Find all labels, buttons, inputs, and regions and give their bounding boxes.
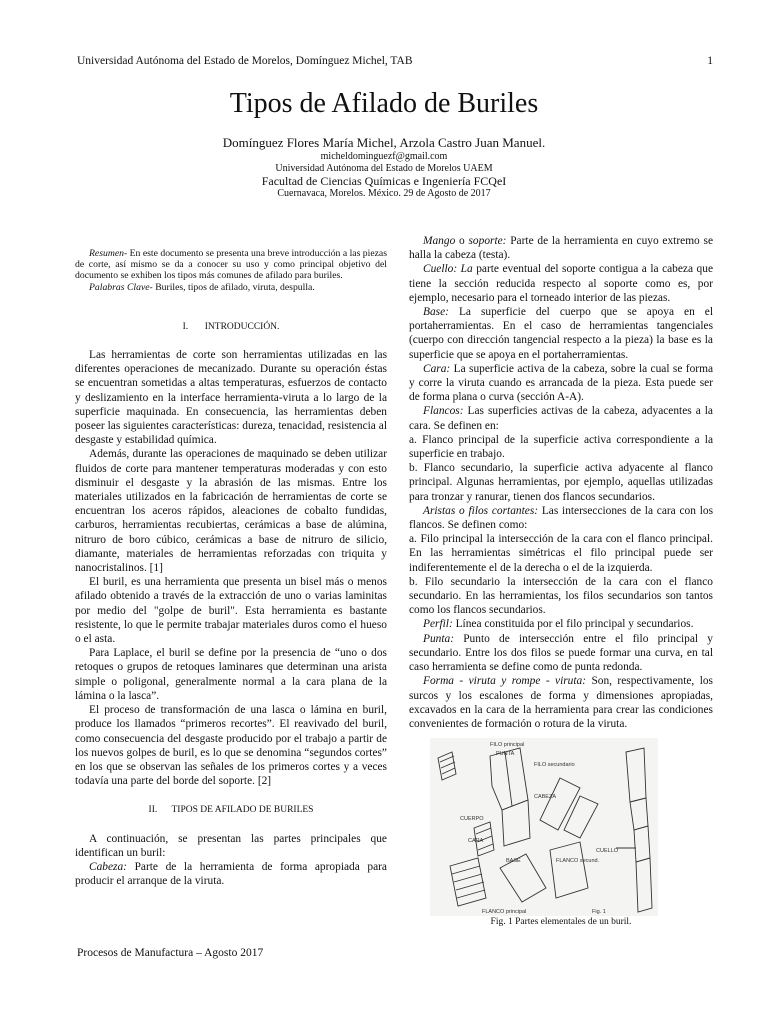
running-header	[77, 55, 713, 67]
cuello-label: Cuello:	[423, 263, 458, 276]
section-heading-types: II. TIPOS DE AFILADO DE BURILES	[148, 805, 314, 816]
label-cabeza: CABEZA	[534, 794, 557, 800]
label-base: BASE	[506, 858, 521, 864]
filo-a: a. Filo principal la intersección de la cara con el flanco principal. En las herramientas simétricas el filo principal puede ser indiferentemente el de la derecha o el de la izquierda.	[409, 533, 713, 574]
buril-diagram	[430, 738, 658, 916]
intro-paragraph-2: Además, durante las operaciones de maquinado se deben utilizar fluidos de corte para mantener temperaturas moderadas y con esto disminuir el desgaste y la abrasión de las mismas. Entre los materiales utilizados en la fabricación de herramientas de corte se encuentran los aceros rápidos, aleaciones de cobalto fundidas, carburos, herramientas recubiertas, cerámicas a base de alúmina, nitruro de boro cúbico, cerámicas a base de nitruro de silicio, diamante, materiales de herramientas reforzadas con triquita y nanocristalinos. [1]	[75, 448, 387, 575]
punta-text: Punto de intersección entre el filo principal y secundario. Entre los dos filos se puede formar una curva, en tal caso herramienta se define como de punta redonda.	[409, 632, 713, 674]
label-cuerpo: CUERPO	[460, 816, 484, 822]
cuello-article: La	[457, 263, 473, 276]
keywords-text: Buriles, tipos de afilado, viruta, despulla.	[152, 281, 315, 293]
paper-title: Tipos de Afilado de Buriles	[229, 88, 539, 119]
intro-paragraph-5: El proceso de transformación de una lasca o lámina en buril, produce los llamados “primeros recortes”. El reavivado del buril, como consecuencia del desgaste producido por el trabajo a partir de los nuevos golpes de buril, es lo que se denomina “segundos cortes” en los que se observan las señales de los primeros cortes y a veces todavía una parte del borde del soporte. [2]	[75, 704, 387, 788]
left-column	[75, 248, 387, 888]
filo-b: b. Filo secundario la intersección de la cara con el flanco secundario. En las herramientas, los filos secundarios son tantos como los flancos secundarios.	[409, 575, 713, 617]
cara-text: La superficie activa de la cabeza, sobre la cual se forma y corre la viruta cuando es arrancada de la pieza. Esta puede ser de forma plana o curva (sección A-A).	[409, 362, 713, 404]
affiliation	[0, 151, 768, 200]
flancos-label: Flancos:	[423, 405, 464, 418]
label-filo-principal: FILO principal	[490, 742, 525, 748]
figure-caption: Fig. 1 Partes elementales de un buril.	[490, 917, 632, 927]
authors: Domínguez Flores María Michel, Arzola Castro Juan Manuel.	[222, 135, 546, 150]
intro-paragraph-3: El buril, es una herramienta que presenta un bisel más o menos afilado obtenido a través de la extracción de uno o varias laminitas por medio del "golpe de buril". Esta herramienta es bastante resistente, lo que le permite trabajar materiales duros como el hueso o el asta.	[75, 576, 387, 646]
cara-label: Cara:	[423, 362, 451, 375]
flanco-b: b. Flanco secundario, la superficie activa adyacente al flanco principal. Algunas herramientas, por ejemplo, aquellas utilizadas para tronzar y ranurar, tienen dos flancos secundarios.	[409, 462, 713, 503]
punta-label: Punta:	[423, 632, 455, 645]
keywords-label: Palabras Clave-	[89, 281, 153, 293]
forma-label: Forma - viruta y rompe - viruta:	[423, 675, 587, 688]
email: micheldominguezf@gmail.com	[320, 151, 448, 162]
running-title: Universidad Autónoma del Estado de Morelos, Domínguez Michel, TAB	[77, 55, 413, 67]
cara-definition	[409, 362, 713, 405]
label-cara: CARA	[468, 838, 484, 844]
section-heading-intro: I. INTRODUCCIÓN.	[182, 321, 280, 332]
soporte-label: soporte:	[468, 235, 507, 247]
mango-text: Parte de la herramienta en cuyo extremo se halla la cabeza (testa).	[409, 235, 714, 262]
flancos-definition	[409, 404, 713, 432]
label-cuello: CUELLO	[596, 848, 619, 854]
aristas-text: Las intersecciones de la cara con los flancos. Se definen como:	[409, 504, 713, 532]
aristas-definition	[409, 504, 713, 532]
footer: Procesos de Manufactura – Agosto 2017	[77, 947, 264, 959]
base-definition	[409, 305, 713, 362]
cabeza-text: Parte de la herramienta de forma apropiada para producir el arranque de la viruta.	[75, 860, 387, 888]
page-number: 1	[707, 55, 713, 67]
label-punta: PUNTA	[496, 751, 515, 757]
keywords	[75, 282, 387, 293]
aristas-label: Aristas o filos cortantes:	[423, 504, 539, 517]
label-filo-secundario: FILO secundario	[534, 762, 575, 768]
punta-definition	[409, 632, 713, 675]
cabeza-label: Cabeza:	[89, 860, 127, 873]
abstract-text: En este documento se presenta una breve introducción a las piezas de corte, así mismo se da a conocer su uso y como principal objetivo del documento se exhiben los tipos más comunes de afilado para buriles.	[75, 248, 387, 282]
label-fig-mark: Fig. 1	[592, 909, 606, 915]
intro-paragraph-1: Las herramientas de corte son herramientas utilizadas en las diferentes operaciones de mecanizado. Durante su operación éstas se encuentran sometidas a altas temperaturas, esfuerzos de contacto y deslizamiento en la interface herramienta-viruta a lo largo de la superficie maquinada. En consecuencia, las herramientas deben poseer las siguientes características: dureza, tenacidad, resistencia al desgaste y estabilidad química.	[75, 349, 387, 447]
cuello-text: parte eventual del soporte contigua a la cabeza que tiene la sección reducida respecto al soporte como es, por ejemplo, necesario para el torneado interior de las piezas.	[409, 263, 713, 304]
mango-connector: o	[455, 235, 469, 247]
abstract	[75, 248, 387, 282]
forma-definition	[409, 674, 713, 731]
forma-text: Son, respectivamente, los surcos y los escalones de forma y dimensiones apropiadas, excavados en la cara de la herramienta para crear las condiciones convenientes de formación o rotura de la viruta.	[409, 675, 713, 730]
mango-definition	[409, 234, 713, 262]
flancos-text: Las superficies activas de la cabeza, adyacentes a la cara. Se definen en:	[409, 405, 713, 432]
label-flanco-secund: FLANCO secund.	[556, 858, 600, 864]
right-column	[409, 234, 713, 731]
faculty: Facultad de Ciencias Químicas e Ingeniería FCQeI	[261, 174, 507, 188]
mango-label: Mango	[423, 235, 456, 247]
perfil-label: Perfil:	[423, 618, 453, 631]
types-paragraph-1: A continuación, se presentan las partes principales que identifican un buril:	[75, 832, 387, 859]
base-text: La superficie del cuerpo que se apoya en el portaherramientas. En el caso de herramientas tangenciales (cuerpo con dirección tangencial respecto a la pieza) la base es la superficie que se apoya en el portaherramientas.	[409, 306, 713, 361]
perfil-text: Línea constituida por el filo principal y secundarios.	[452, 618, 694, 631]
cabeza-definition	[75, 860, 387, 888]
label-flanco-principal: FLANCO principal	[482, 909, 527, 915]
abstract-label: Resumen-	[89, 248, 128, 259]
flanco-a: a. Flanco principal de la superficie activa correspondiente a la superficie en trabajo.	[409, 433, 713, 461]
cuello-definition	[409, 262, 713, 305]
university: Universidad Autónoma del Estado de Morelos UAEM	[275, 163, 493, 174]
intro-paragraph-4: Para Laplace, el buril se define por la presencia de “uno o dos retoques o grupos de retoques laminares que determinan una arista simple o poligonal, generalmente normal a la cara plana de la lámina o la lasca”.	[75, 647, 387, 702]
perfil-definition	[409, 617, 713, 631]
place-date: Cuernavaca, Morelos. México. 29 de Agosto de 2017	[277, 188, 491, 199]
base-label: Base:	[423, 306, 449, 319]
